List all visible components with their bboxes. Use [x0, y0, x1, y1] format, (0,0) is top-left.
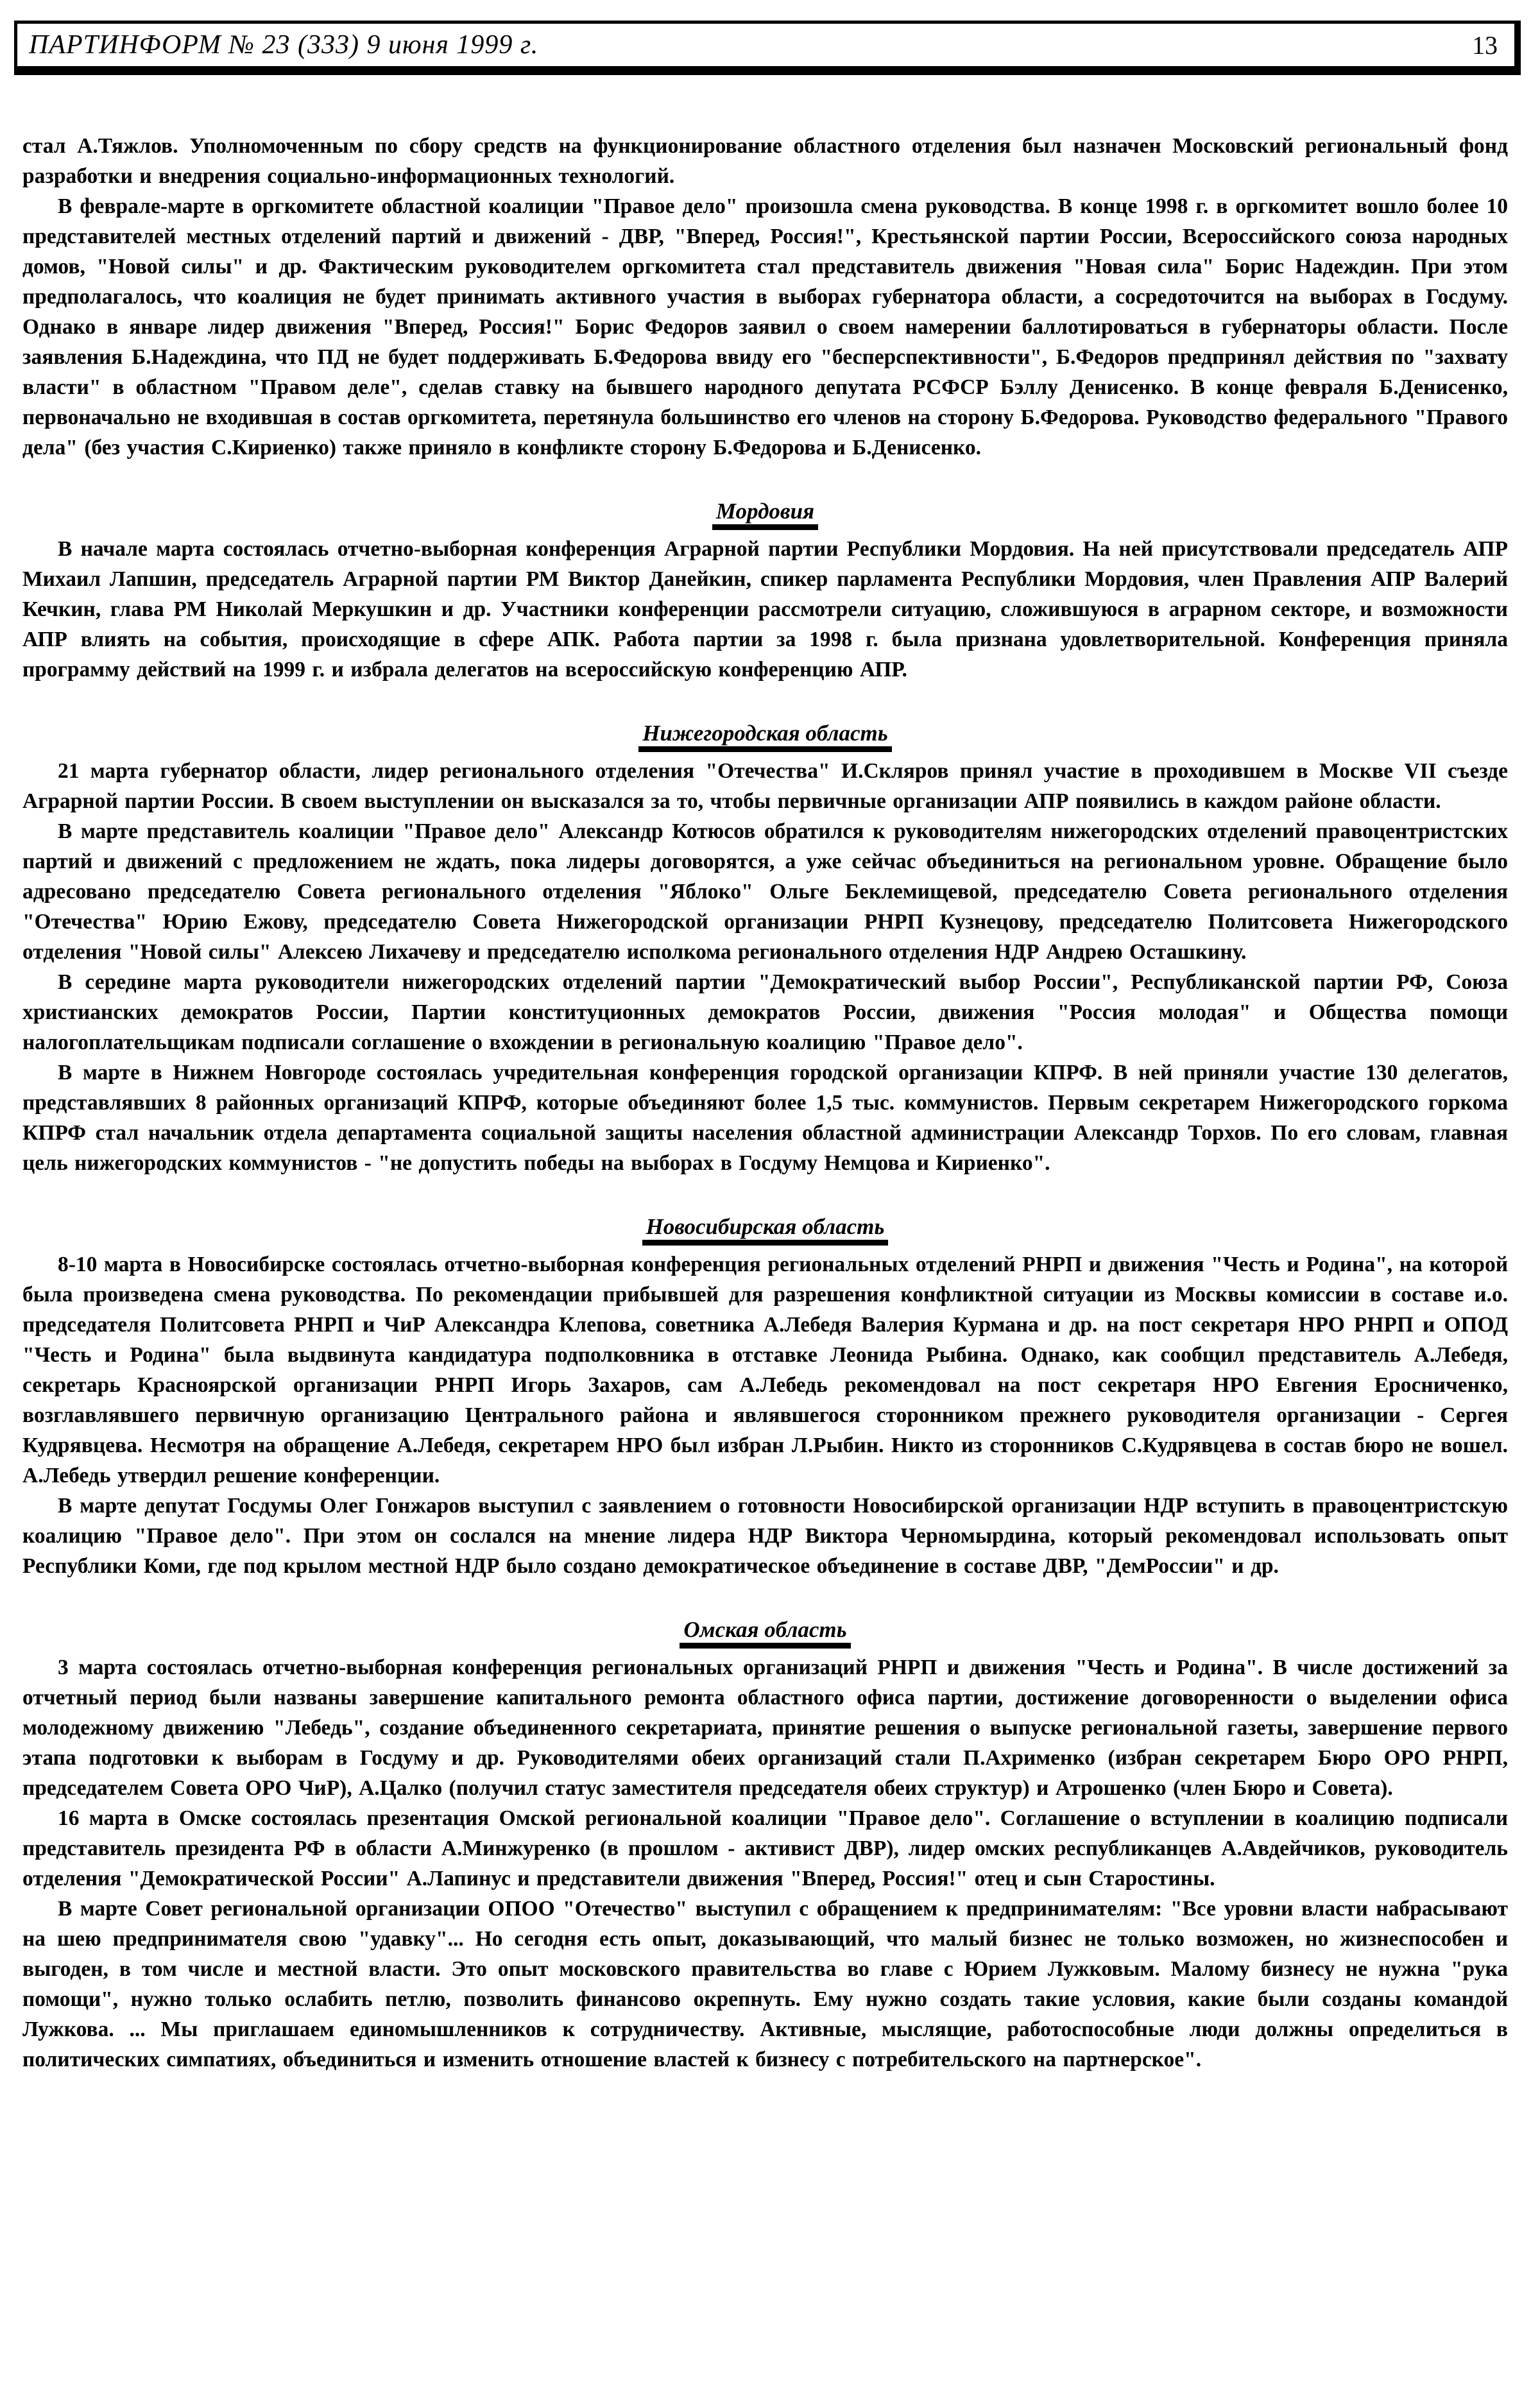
- section-heading: [22, 718, 1508, 748]
- newsletter-title: ПАРТИНФОРМ № 23 (333) 9 июня 1999 г.: [29, 30, 539, 60]
- body-paragraph: В начале марта состоялась отчетно-выборная конференция Аграрной партии Республики Мордовия. На ней присутствовали председатель АПР Михаил Лапшин, председатель Аграрной партии РМ Виктор Данейкин, спикер парламента Республики Мордовия, член Правления АПР Валерий Кечкин, глава РМ Николай Меркушкин и др. Участники конференции рассмотрели ситуацию, сложившуюся в аграрном секторе, и возможности АПР влиять на события, происходящие в сфере АПК. Работа партии за 1998 г. была признана удовлетворительной. Конференция приняла программу действий на 1999 г. и избрала делегатов на всероссийскую конференцию АПР.: [22, 537, 1508, 681]
- document-body: [22, 131, 1508, 2075]
- body-paragraph: 16 марта в Омске состоялась презентация Омской региональной коалиции "Правое дело". Соглашение о вступлении в коалицию подписали представитель президента РФ в области А.Минжуренко (в прошлом - активист ДВР), лидер омских республиканцев А.Авдейчиков, руководитель отделения "Демократической России" А.Лапинус и представители движения "Вперед, Россия!" отец и сын Старостины.: [22, 1806, 1508, 1890]
- section-heading-text: Новосибирская область: [642, 1214, 889, 1246]
- page-header: [14, 21, 1521, 75]
- section-heading: [22, 1615, 1508, 1645]
- body-paragraph: В марте депутат Госдумы Олег Гонжаров выступил с заявлением о готовности Новосибирской организации НДР вступить в правоцентристскую коалицию "Правое дело". При этом он сослался на мнение лидера НДР Виктора Черномырдина, который рекомендовал использовать опыт Республики Коми, где под крылом местной НДР было создано демократическое объединение в составе ДВР, "ДемРоссии" и др.: [22, 1494, 1508, 1578]
- section-heading-text: Нижегородская область: [638, 721, 891, 752]
- section-heading: [22, 1212, 1508, 1242]
- body-paragraph: В марте представитель коалиции "Правое дело" Александр Котюсов обратился к руководителям нижегородских отделений правоцентристских партий и движений с предложением не ждать, пока лидеры договорятся, а уже сейчас объединиться на региональном уровне. Обращение было адресовано председателю Совета регионального отделения "Яблоко" Ольге Беклемищевой, председателю Совета регионального отделения "Отечества" Юрию Ежову, председателю Совета Нижегородской организации РНРП Кузнецову, председателю Политсовета Нижегородского отделения "Новой силы" Алексею Лихачеву и председателю исполкома регионального отделения НДР Андрею Осташкину.: [22, 819, 1508, 964]
- section-heading: [22, 496, 1508, 526]
- section-heading-text: Мордовия: [712, 499, 818, 530]
- body-paragraph: В феврале-марте в оргкомитете областной коалиции "Правое дело" произошла смена руководства. В конце 1998 г. в оргкомитет вошло более 10 представителей местных отделений партий и движений - ДВР, "Вперед, Россия!", Крестьянской партии России, Всероссийского союза народных домов, "Новой силы" и др. Фактическим руководителем оргкомитета стал представитель движения "Новая сила" Борис Надеждин. При этом предполагалось, что коалиция не будет принимать активного участия в выборах губернатора области, а сосредоточится на выборах в Госдуму. Однако в январе лидер движения "Вперед, Россия!" Борис Федоров заявил о своем намерении баллотироваться в губернаторы области. После заявления Б.Надеждина, что ПД не будет поддерживать Б.Федорова ввиду его "бесперспективности", Б.Федоров предпринял действия по "захвату власти" в областном "Правом деле", сделав ставку на бывшего народного депутата РСФСР Бэллу Денисенко. В конце февраля Б.Денисенко, первоначально не входившая в состав оргкомитета, перетянула большинство его членов на сторону Б.Федорова. Руководство федерального "Правого дела" (без участия С.Кириенко) также приняло в конфликте сторону Б.Федорова и Б.Денисенко.: [22, 194, 1508, 459]
- body-paragraph: В середине марта руководители нижегородских отделений партии "Демократический выбор России", Республиканской партии РФ, Союза христианских демократов России, Партии конституционных демократов России, движения "Россия молодая" и Общества помощи налогоплательщикам подписали соглашение о вхождении в региональную коалицию "Правое дело".: [22, 970, 1508, 1054]
- section-heading-text: Омская область: [680, 1617, 850, 1649]
- body-paragraph: 3 марта состоялась отчетно-выборная конференция региональных организаций РНРП и движения "Честь и Родина". В числе достижений за отчетный период были названы завершение капитального ремонта областного офиса партии, достижение договоренности о выделении офиса молодежному движению "Лебедь", создание объединенного секретариата, принятие решения о выпуске региональной газеты, завершение первого этапа подготовки к выборам в Госдуму и др. Руководителями обеих организаций стали П.Ахрименко (избран секретарем Бюро ОРО РНРП, председателем Совета ОРО ЧиР), А.Цалко (получил статус заместителя председателя обеих структур) и Атрошенко (член Бюро и Совета).: [22, 1656, 1508, 1800]
- body-paragraph: 21 марта губернатор области, лидер регионального отделения "Отечества" И.Скляров принял участие в проходившем в Москве VII съезде Аграрной партии России. В своем выступлении он высказался за то, чтобы первичные организации АПР появились в каждом районе области.: [22, 759, 1508, 813]
- body-paragraph: В марте Совет региональной организации ОПОО "Отечество" выступил с обращением к предпринимателям: "Все уровни власти набрасывают на шею предпринимателя свою "удавку"... Но сегодня есть опыт, доказывающий, что малый бизнес не только возможен, но жизнеспособен и выгоден, в том числе и местной власти. Это опыт московского правительства во главе с Юрием Лужковым. Малому бизнесу не нужна "рука помощи", нужно только ослабить петлю, позволить финансово окрепнуть. Ему нужно создать такие условия, какие были созданы командой Лужкова. ... Мы приглашаем единомышленников к сотрудничеству. Активные, мыслящие, работоспособные люди должны определиться в политических симпатиях, объединиться и изменить отношение властей к бизнесу с потребительского на партнерское".: [22, 1897, 1508, 2071]
- body-paragraph: 8-10 марта в Новосибирске состоялась отчетно-выборная конференция региональных отделений РНРП и движения "Честь и Родина", на которой была произведена смена руководства. По рекомендации прибывшей для разрешения конфликтной ситуации из Москвы комиссии в составе и.о. председателя Политсовета РНРП и ЧиР Александра Клепова, советника А.Лебедя Валерия Курмана и др. на пост секретаря НРО РНРП и ОПОД "Честь и Родина" была выдвинута кандидатура подполковника в отставке Леонида Рыбина. Однако, как сообщил представитель А.Лебедя, секретарь Красноярской организации РНРП Игорь Захаров, сам А.Лебедь рекомендовал на пост секретаря НРО Евгения Еросниченко, возглавлявшего первичную организацию Центрального района и являвшегося сторонником прежнего руководителя организации - Сергея Кудрявцева. Несмотря на обращение А.Лебедя, секретарем НРО был избран Л.Рыбин. Никто из сторонников С.Кудрявцева в состав бюро не вошел. А.Лебедь утвердил решение конференции.: [22, 1253, 1508, 1487]
- body-paragraph: стал А.Тяжлов. Уполномоченным по сбору средств на функционирование областного отделения был назначен Московский региональный фонд разработки и внедрения социально-информационных технологий.: [22, 134, 1508, 188]
- page-number: 13: [1472, 30, 1498, 60]
- body-paragraph: В марте в Нижнем Новгороде состоялась учредительная конференция городской организации КПРФ. В ней приняли участие 130 делегатов, представлявших 8 районных организаций КПРФ, которые объединяют более 1,5 тыс. коммунистов. Первым секретарем Нижегородского горкома КПРФ стал начальник отдела департамента социальной защиты населения областной администрации Александр Торхов. По его словам, главная цель нижегородских коммунистов - "не допустить победы на выборах в Госдуму Немцова и Кириенко".: [22, 1061, 1508, 1175]
